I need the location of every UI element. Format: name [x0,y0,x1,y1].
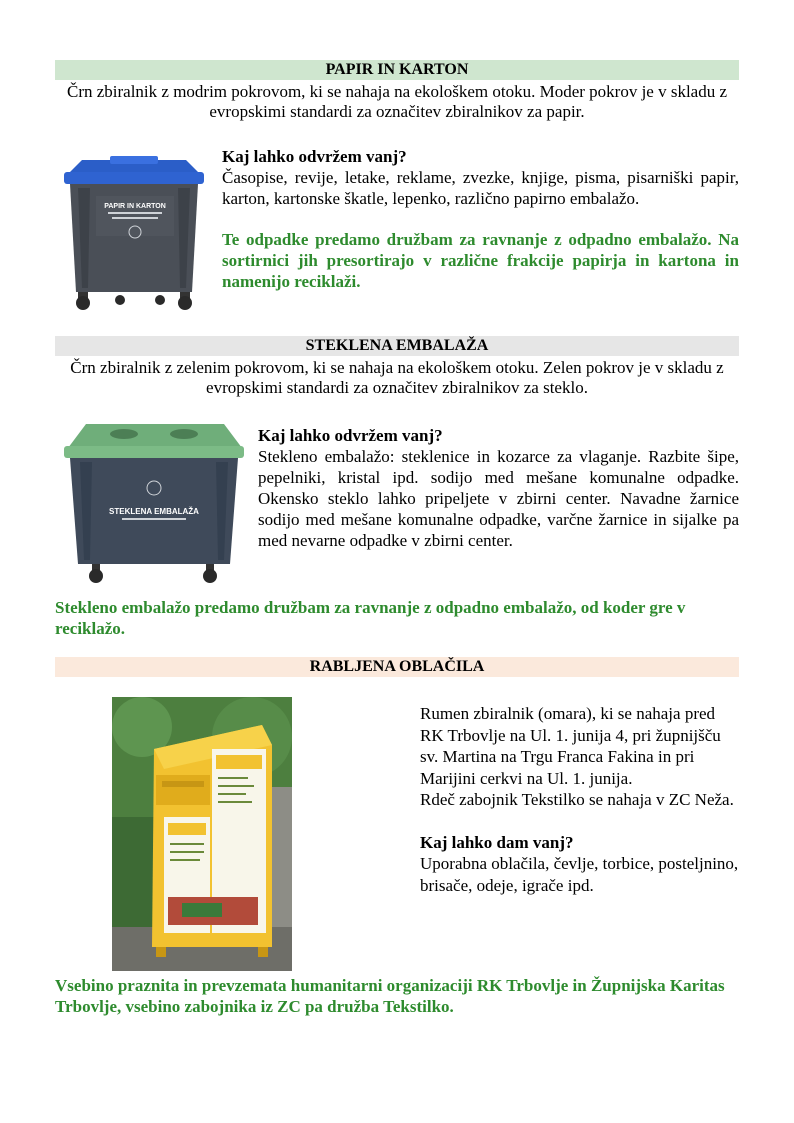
section-heading-glass: STEKLENA EMBALAŽA [55,336,739,356]
glass-bin-label: STEKLENA EMBALAŽA [109,507,199,516]
paper-question: Kaj lahko odvržem vanj? [222,147,407,166]
clothes-details [420,703,740,896]
paper-details [222,146,739,292]
paper-bin-label: PAPIR IN KARTON [104,203,166,210]
paper-answer: Časopise, revije, letake, reklame, zvezke, knjige, pisma, pisarniški papir, karton, kartonske škatle, lepenko, različno papirno embalažo. [222,168,739,208]
glass-intro: Črn zbiralnik z zelenim pokrovom, ki se nahaja na ekološkem otoku. Zelen pokrov je v skladu z evropskimi standardi za označitev zbiralnikov za steklo. [70,358,724,397]
clothes-question: Kaj lahko dam vanj? [420,832,574,852]
glass-answer: Stekleno embalažo: steklenice in kozarce za vlaganje. Razbite šipe, pepelniki, kristal ipd. sodijo med mešane komunalne odpadke. Okensko steklo lahko pripeljete v zbirni center. Navadne žarnice sodijo med mešane komunalne odpadke, varčne žarnice in sijalke pa med nevarne odpadke v zbirni center. [258,447,739,550]
paper-bin-image [60,152,208,312]
section-heading-clothes: RABLJENA OBLAČILA [55,657,739,677]
clothes-container-image [112,697,292,976]
glass-question: Kaj lahko odvržem vanj? [258,426,443,445]
clothes-answer: Uporabna oblačila, čevlje, torbice, posteljnino, brisače, odeje, igrače ipd. [420,854,739,895]
glass-bin-image [62,418,246,588]
clothes-intro: Rumen zbiralnik (omara), ki se nahaja pred RK Trbovlje na Ul. 1. junija 4, pri župnijšču sv. Martina na Trgu Franca Fakina in pri Marijini cerkvi na Ul. 1. junija. [420,704,721,788]
glass-note: Stekleno embalažo predamo družbam za ravnanje z odpadno embalažo, od koder gre v reciklažo. [55,598,686,638]
paper-note: Te odpadke predamo družbam za ravnanje z odpadno embalažo. Na sortirnici jih presortirajo v različne frakcije papirja in kartona in namenijo reciklaži. [222,230,739,291]
section-heading-paper: PAPIR IN KARTON [55,60,739,80]
clothes-note: Vsebino praznita in prevzemata humanitarni organizaciji RK Trbovlje in Župnijska Karitas Trbovlje, vsebino zabojnika iz ZC pa družba Tekstilko. [55,976,725,1016]
glass-details [258,425,739,551]
clothes-intro-2: Rdeč zabojnik Tekstilko se nahaja v ZC Neža. [420,790,734,809]
paper-intro: Črn zbiralnik z modrim pokrovom, ki se nahaja na ekološkem otoku. Moder pokrov je v skladu z evropskimi standardi za označitev zbiralnikov za papir. [66,82,728,121]
